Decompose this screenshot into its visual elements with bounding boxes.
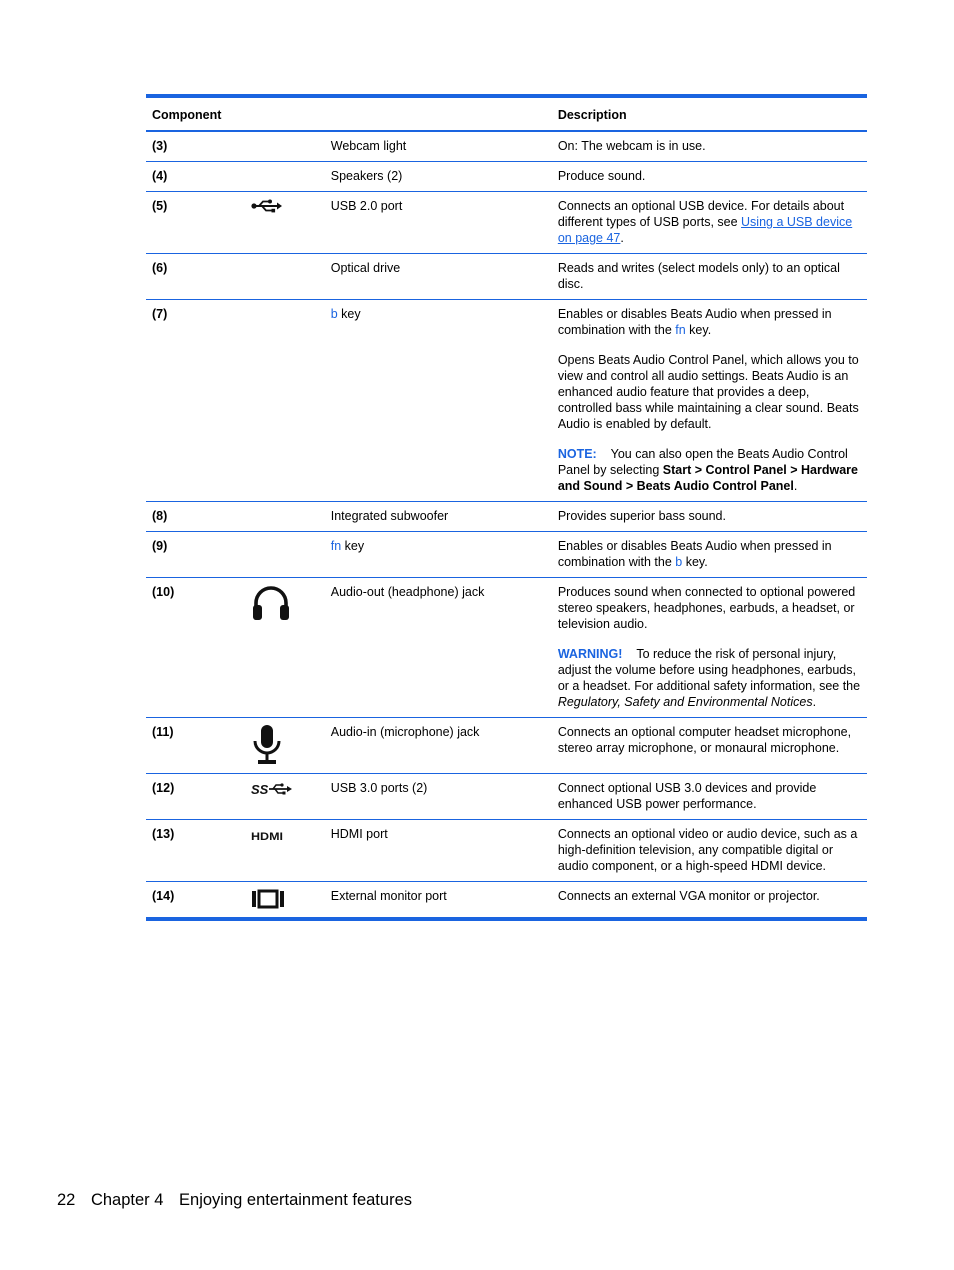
- component-number: (4): [152, 169, 168, 183]
- warning-label: WARNING!: [557, 647, 623, 661]
- component-name: Audio-in (microphone) jack: [330, 725, 480, 739]
- table-row: [146, 718, 867, 774]
- component-name: b key: [330, 307, 361, 321]
- component-number: (14): [152, 889, 175, 903]
- table-row: [146, 820, 867, 882]
- note: NOTE: You can also open the Beats Audio Control Panel by selecting Start > Control Panel > Hardware and Sound > Beats Audio Control Panel.: [557, 447, 858, 493]
- component-number: (9): [152, 539, 168, 553]
- headphone-icon: [251, 584, 319, 622]
- table-row: [146, 882, 867, 920]
- component-number: (13): [152, 827, 175, 841]
- svg-text:SS: SS: [251, 782, 269, 797]
- table-row: [146, 162, 867, 192]
- svg-text:HDMI: HDMI: [251, 831, 284, 843]
- component-name: USB 3.0 ports (2): [330, 781, 428, 795]
- component-name: USB 2.0 port: [330, 199, 403, 213]
- component-number: (8): [152, 509, 168, 523]
- component-description: Reads and writes (select models only) to an optical disc.: [557, 261, 840, 291]
- component-number: (3): [152, 139, 168, 153]
- table-header-row: [146, 96, 867, 131]
- table-row: [146, 300, 867, 502]
- component-number: (7): [152, 307, 168, 321]
- component-table: [146, 94, 867, 921]
- key-label: fn: [330, 539, 342, 553]
- table-row: [146, 131, 867, 162]
- component-name: fn key: [330, 539, 365, 553]
- component-name: Optical drive: [330, 261, 401, 275]
- table-row: [146, 578, 867, 718]
- note-label: NOTE:: [557, 447, 597, 461]
- component-description: Connect optional USB 3.0 devices and provide enhanced USB power performance.: [557, 781, 817, 811]
- component-number: (5): [152, 199, 168, 213]
- table-row: [146, 774, 867, 820]
- component-name: Integrated subwoofer: [330, 509, 449, 523]
- component-name: HDMI port: [330, 827, 388, 841]
- chapter-label: Chapter 4: [90, 1191, 164, 1209]
- hdmi-icon: [251, 826, 319, 844]
- chapter-title: Enjoying entertainment features: [179, 1191, 412, 1209]
- component-name: External monitor port: [330, 889, 447, 903]
- component-description: Enables or disables Beats Audio when pressed in combination with the fn key. Opens Beats Audio Control Panel, which allows you to view and control all audio settings. Beats Audio is an enhanced audio feature that provides a deep, controlled bass while maintaining a clear sound. Beats Audio is enabled by default. NOTE: You can also open the Beats Audio Control Panel by selecting Start > Control Panel > Hardware and Sound > Beats Audio Control Panel.: [552, 300, 867, 502]
- header-description: Description: [557, 108, 627, 122]
- component-name: Audio-out (headphone) jack: [330, 585, 485, 599]
- component-description: Connects an external VGA monitor or projector.: [557, 889, 820, 903]
- external-monitor-icon: [251, 888, 319, 910]
- key-label: b: [330, 307, 338, 321]
- page-number: 22: [57, 1191, 76, 1209]
- component-number: (10): [152, 585, 175, 599]
- table-row: [146, 254, 867, 300]
- component-number: (6): [152, 261, 168, 275]
- header-component: Component: [152, 108, 222, 122]
- table-row: [146, 532, 867, 578]
- table-row: [146, 502, 867, 532]
- component-description: Connects an optional video or audio device, such as a high-definition television, any compatible digital or audio component, or a high-speed HDMI device.: [557, 827, 858, 873]
- component-description: Enables or disables Beats Audio when pressed in combination with the b key.: [557, 539, 832, 569]
- warning: WARNING! To reduce the risk of personal injury, adjust the volume before using headphones, earbuds, or a headset. For additional safety information, see the Regulatory, Safety and Environmental Notices.: [557, 647, 861, 709]
- component-description: Connects an optional USB device. For details about different types of USB ports, see Using a USB device on page 47.: [557, 199, 853, 245]
- component-number: (11): [152, 725, 174, 739]
- table-row: [146, 192, 867, 254]
- component-description: Produces sound when connected to optional powered stereo speakers, headphones, earbuds, a headset, or television audio. WARNING! To reduce the risk of personal injury, adjust the volume before using headphones, earbuds, or a headset. For additional safety information, see the Regulatory, Safety and Environmental Notices.: [557, 585, 861, 709]
- component-description: Connects an optional computer headset microphone, stereo array microphone, or monaural microphone.: [557, 725, 852, 755]
- usb-icon: [251, 198, 319, 214]
- component-description: Produce sound.: [557, 169, 646, 183]
- component-name: Webcam light: [330, 139, 407, 153]
- component-number: (12): [152, 781, 175, 795]
- usb-superspeed-icon: [251, 780, 319, 798]
- microphone-icon: [251, 724, 319, 766]
- usb-info-link[interactable]: Using a USB device on page 47: [557, 215, 853, 245]
- component-description: On: The webcam is in use.: [557, 139, 706, 153]
- component-name: Speakers (2): [330, 169, 403, 183]
- component-description: Provides superior bass sound.: [557, 509, 726, 523]
- page-footer: [57, 1191, 423, 1210]
